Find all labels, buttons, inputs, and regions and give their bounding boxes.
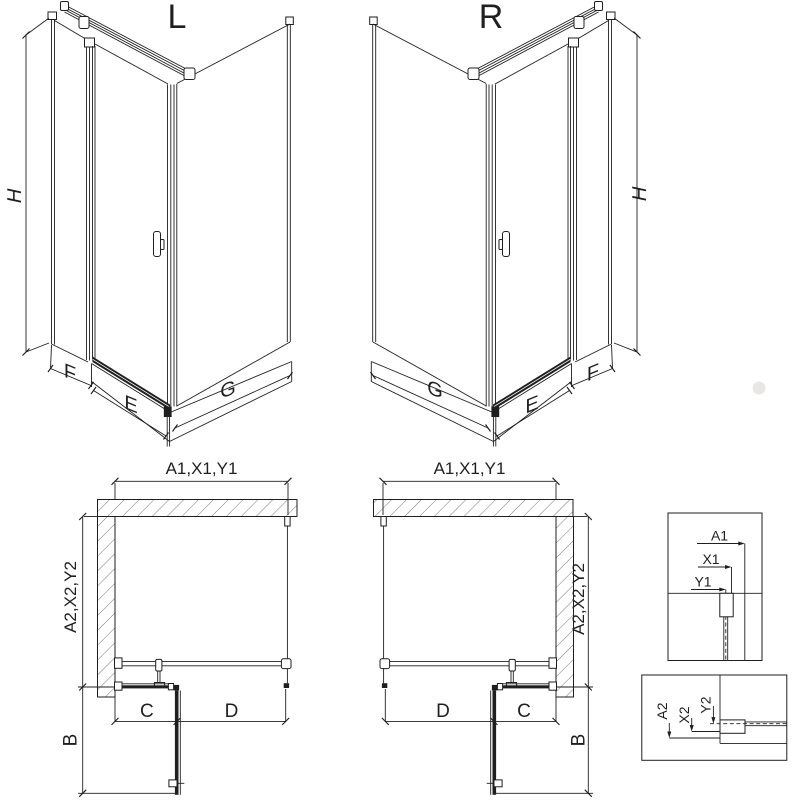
plan-view-left-walls [98,500,298,698]
plan-right-depth-label: A2,X2,Y2 [569,563,588,635]
detail-a2-label: A2 [654,702,670,720]
detail-x2-label: X2 [676,706,692,724]
plan-right-clearance-label: B [568,733,590,747]
fixed-width-label-right: F [586,359,600,387]
plan-left-depth-label: A2,X2,Y2 [61,561,80,633]
detail-x1-label: X1 [702,551,720,567]
door-width-label-left: E [124,390,138,419]
plan-left-width-label: A1,X1,Y1 [165,459,238,478]
plan-right-door-label: D [436,701,450,722]
plan-view-right-walls [374,500,574,698]
door-width-label-right: E [525,390,539,419]
height-label-left: H [4,186,26,206]
fixed-width-label-left: F [63,359,77,387]
plan-left-fixed-label: C [140,701,154,722]
detail-y2-label: Y2 [697,696,714,714]
plan-right-fixed-label: C [517,701,531,722]
detail-a1-label: A1 [710,527,729,544]
detail-y1-label: Y1 [694,573,712,590]
side-width-label-left: G [220,375,236,404]
height-label-right: H [629,184,651,204]
view-title-left: L [167,0,187,36]
watermark-dot [753,382,766,395]
plan-left-clearance-label: B [60,733,82,747]
plan-right-width-label: A1,X1,Y1 [433,459,506,478]
plan-left-door-label: D [224,701,239,722]
iso-view-right [370,2,641,447]
view-title-right: R [478,0,504,36]
side-width-label-right: G [427,375,443,404]
